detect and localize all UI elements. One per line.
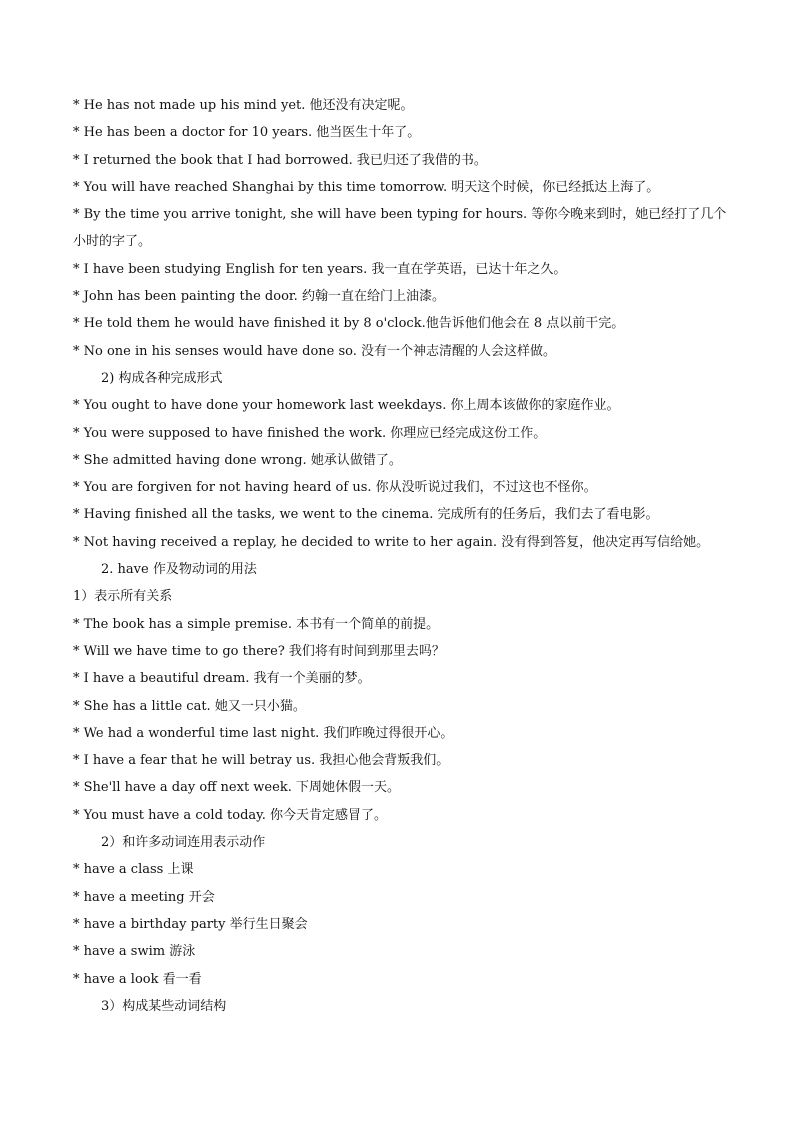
text-line: * We had a wonderful time last night. 我们昨晚过得很开心。 bbox=[73, 725, 454, 741]
text-line: * By the time you arrive tonight, she will have been typing for hours. 等你今晚来到时，她已经打了几个小时的字了。 bbox=[73, 207, 727, 250]
section-heading: 1）表示所有关系 bbox=[73, 589, 173, 605]
text-line: * You will have reached Shanghai by this time tomorrow. 明天这个时候，你已经抵达上海了。 bbox=[73, 179, 660, 195]
section-heading: 2. have 作及物动词的用法 bbox=[101, 562, 257, 578]
text-line: * He has not made up his mind yet. 他还没有决定呢。 bbox=[73, 98, 414, 113]
text-line: * Not having received a replay, he decided to write to her again. 没有得到答复，他决定再写信给她。 bbox=[73, 534, 710, 550]
text-line: * Will we have time to go there? 我们将有时间到那里去吗？ bbox=[73, 643, 445, 659]
section-heading: 2) 构成各种完成形式 bbox=[101, 370, 223, 386]
document-body bbox=[73, 92, 733, 1020]
text-line: * Having finished all the tasks, we went to the cinema. 完成所有的任务后，我们去了看电影。 bbox=[73, 507, 659, 523]
text-line: * You ought to have done your homework last weekdays. 你上周本该做你的家庭作业。 bbox=[73, 398, 620, 414]
text-line: * I have been studying English for ten years. 我一直在学英语，已达十年之久。 bbox=[73, 261, 567, 277]
section-heading: 2）和许多动词连用表示动作 bbox=[101, 835, 266, 851]
text-line: * I returned the book that I had borrowed. 我已归还了我借的书。 bbox=[73, 152, 487, 168]
text-line: * have a class 上课 bbox=[73, 862, 194, 878]
text-line: * I have a beautiful dream. 我有一个美丽的梦。 bbox=[73, 671, 371, 687]
text-line: * No one in his senses would have done so. 没有一个神志清醒的人会这样做。 bbox=[73, 343, 557, 359]
text-line: * have a birthday party 举行生日聚会 bbox=[73, 916, 308, 932]
text-line: * You were supposed to have finished the work. 你理应已经完成这份工作。 bbox=[73, 425, 547, 441]
section-heading: 3）构成某些动词结构 bbox=[101, 998, 227, 1014]
text-line: * The book has a simple premise. 本书有一个简单的前提。 bbox=[73, 616, 440, 632]
text-line: * have a meeting 开会 bbox=[73, 889, 215, 905]
text-line: * He told them he would have finished it by 8 o'clock.他告诉他们他会在 8 点以前干完。 bbox=[73, 316, 625, 332]
text-line: * I have a fear that he will betray us. 我担心他会背叛我们。 bbox=[73, 753, 450, 769]
text-line: * She admitted having done wrong. 她承认做错了。 bbox=[73, 452, 402, 468]
text-line: * She has a little cat. 她又一只小猫。 bbox=[73, 698, 306, 714]
text-line: * John has been painting the door. 约翰一直在给门上油漆。 bbox=[73, 289, 445, 305]
text-line: * You must have a cold today. 你今天肯定感冒了。 bbox=[73, 807, 388, 823]
text-line: * You are forgiven for not having heard of us. 你从没听说过我们，不过这也不怪你。 bbox=[73, 480, 597, 496]
text-line: * She'll have a day off next week. 下周她休假一天。 bbox=[73, 780, 400, 796]
text-line: * have a look 看一看 bbox=[73, 971, 202, 987]
text-line: * have a swim 游泳 bbox=[73, 944, 196, 960]
text-line: * He has been a doctor for 10 years. 他当医生十年了。 bbox=[73, 125, 421, 141]
